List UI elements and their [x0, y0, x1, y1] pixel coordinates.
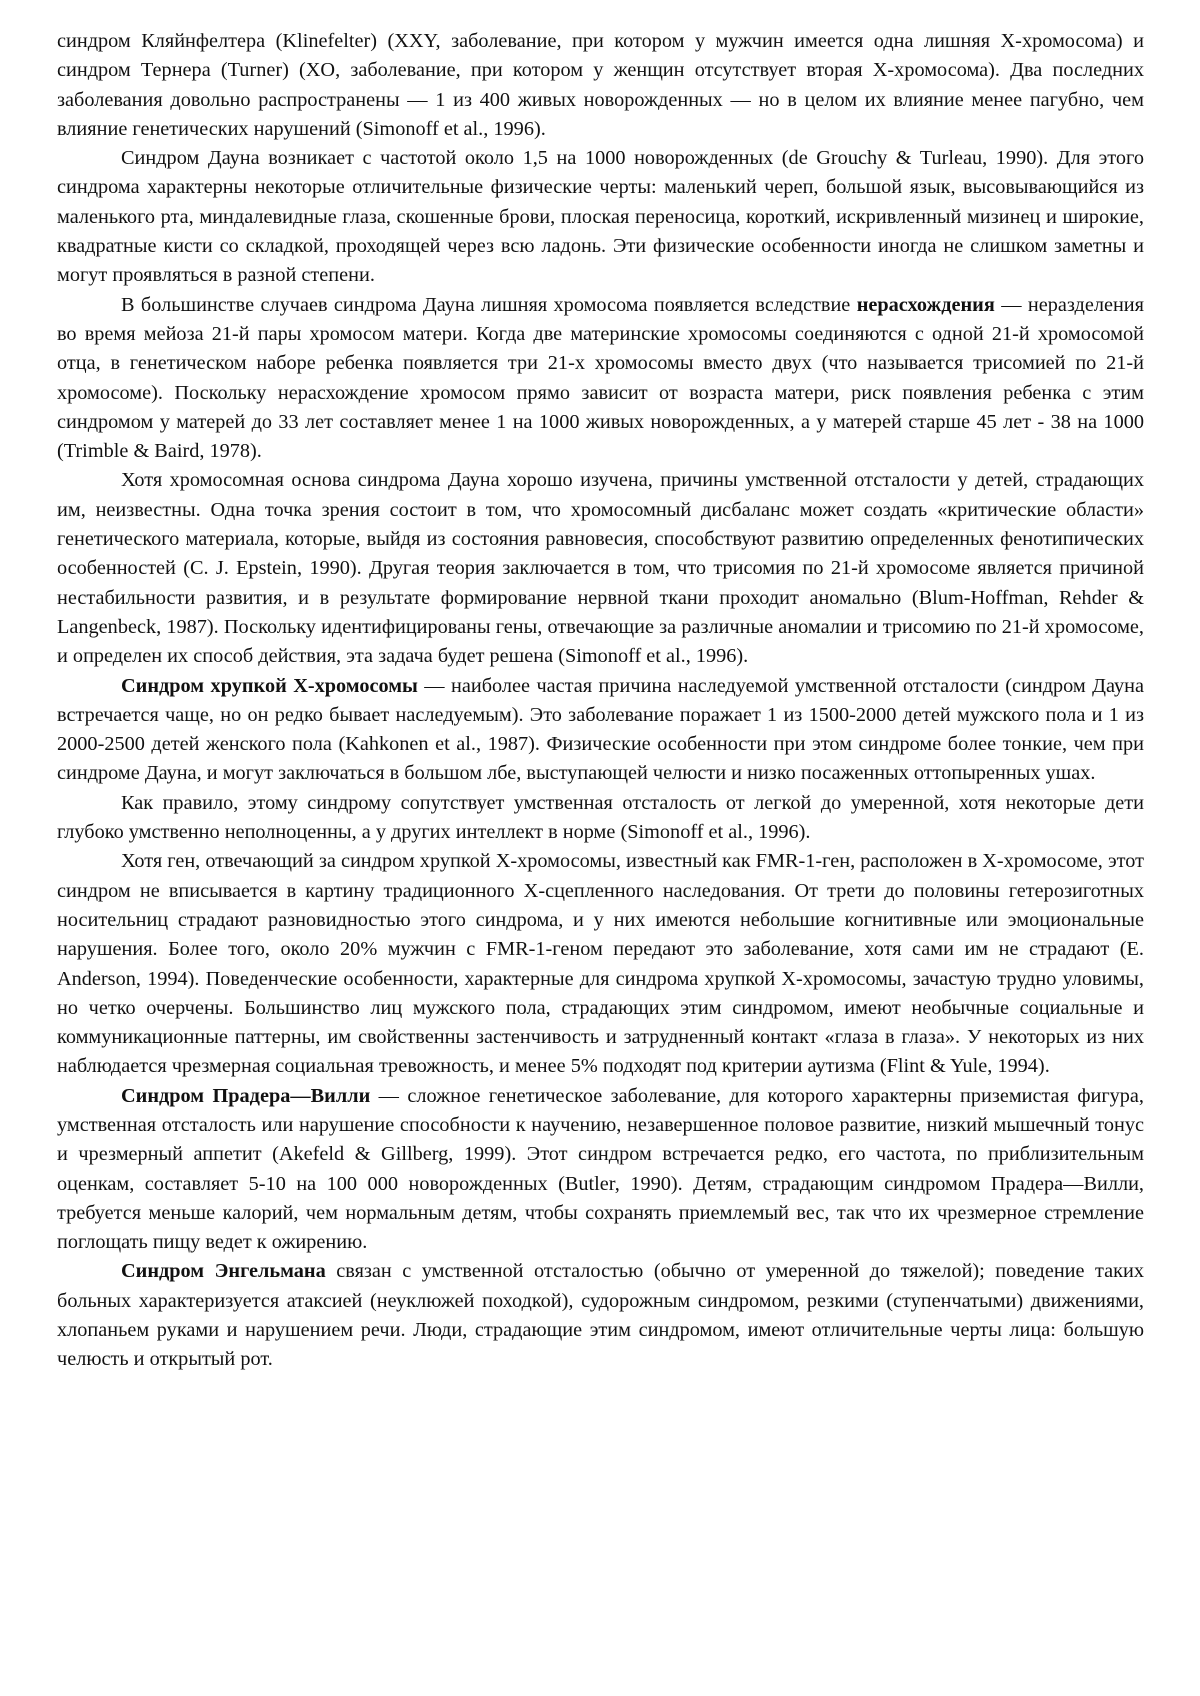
text-run: синдром Кляйнфелтера (Klinefelter) (XXY, заболевание, при котором у мужчин имеется одна лишняя X-хромосома) и синдром Тернера (Turner) (XO, заболевание, при котором у женщин отсутствует вторая X-хромосома). Два последних заболевания довольно распространены — 1 из 400 живых новорожденных — но в целом их влияние менее пагубно, чем влияние генетических нарушений (Simonoff et al., 1996). [57, 30, 1144, 140]
term-nondisjunction: нерасхождения [856, 293, 995, 316]
paragraph-down-causes [57, 466, 1144, 671]
paragraph-klinefelter-turner [57, 27, 1144, 144]
paragraph-fragile-x-iq [57, 789, 1144, 848]
paragraph-prader-willi [57, 1082, 1144, 1258]
text-run: Хотя ген, отвечающий за синдром хрупкой X-хромосомы, известный как FMR-1-ген, расположен в X-хромосоме, этот синдром не вписывается в картину традиционного X-сцепленного наследования. От трети до половины гетерозиготных носительниц страдают разновидностью этого синдрома, и у них имеются небольшие когнитивные или эмоциональные нарушения. Более того, около 20% мужчин с FMR-1-геном передают это заболевание, хотя сами им не страдают (E. Anderson, 1994). Поведенческие особенности, характерные для синдрома хрупкой X-хромосомы, зачастую трудно уловимы, но четко очерчены. Большинство лиц мужского пола, страдающих этим синдромом, имеют необычные социальные и коммуникационные паттерны, им свойственны застенчивость и затрудненный контакт «глаза в глаза». У некоторых из них наблюдается чрезмерная социальная тревожность, и менее 5% подходят под критерии аутизма (Flint & Yule, 1994). [57, 850, 1144, 1078]
term-fragile-x: Синдром хрупкой X-хромосомы [121, 674, 418, 697]
text-run: — наиболее частая причина наследуемой умственной отсталости (синдром Дауна встречается чаще, но он редко бывает наследуемым). Это заболевание поражает 1 из 1500-2000 детей мужского пола и 1 из 2000-2500 детей женского пола (Kahkonen et al., 1987). Физические особенности при этом синдроме более тонкие, чем при синдроме Дауна, и могут заключаться в большом лбе, выступающей челюсти и низко посаженных оттопыренных ушах. [57, 674, 1144, 785]
term-angelman: Синдром Энгельмана [121, 1260, 326, 1283]
paragraph-angelman [57, 1257, 1144, 1374]
document-page [57, 27, 1144, 1375]
paragraph-down-nondisjunction [57, 291, 1144, 467]
text-run: — сложное генетическое заболевание, для которого характерны приземистая фигура, умственная отсталость или нарушение способности к научению, незавершенное половое развитие, низкий мышечный тонус и чрезмерный аппетит (Akefeld & Gillberg, 1999). Этот синдром встречается редко, его частота, по приблизительным оценкам, составляет 5-10 на 100 000 новорожденных (Butler, 1990). Детям, страдающим синдромом Прадера—Вилли, требуется меньше калорий, чем нормальным детям, чтобы сохранять приемлемый вес, так что их чрезмерное стремление поглощать пищу ведет к ожирению. [57, 1084, 1145, 1254]
text-run: связан с умственной отсталостью (обычно от умеренной до тяжелой); поведение таких больных характеризуется атаксией (неуклюжей походкой), судорожным синдромом, резкими (ступенчатыми) движениями, хлопаньем руками и нарушением речи. Люди, страдающие этим синдромом, имеют отличительные черты лица: большую челюсть и открытый рот. [57, 1260, 1144, 1371]
text-run: Как правило, этому синдрому сопутствует умственная отсталость от легкой до умеренной, хотя некоторые дети глубоко умственно неполноценны, а у других интеллект в норме (Simonoff et al., 1996). [57, 791, 1144, 844]
paragraph-down-frequency [57, 144, 1144, 290]
text-run: — неразделения во время мейоза 21-й пары хромосом матери. Когда две материнские хромосомы соединяются с одной 21-й хромосомой отца, в генетическом наборе ребенка появляется три 21-х хромосомы вместо двух (что называется трисомией по 21-й хромосоме). Поскольку нерасхождение хромосом прямо зависит от возраста матери, риск появления ребенка с этим синдромом у матерей до 33 лет составляет менее 1 на 1000 живых новорожденных, а у матерей старше 45 лет - 38 на 1000 (Trimble & Baird, 1978). [57, 293, 1144, 463]
term-prader-willi: Синдром Прадера—Вилли [121, 1084, 371, 1107]
paragraph-fragile-x [57, 672, 1144, 789]
text-run: Синдром Дауна возникает с частотой около 1,5 на 1000 новорожденных (de Grouchy & Turleau, 1990). Для этого синдрома характерны некоторые отличительные физические черты: маленький череп, большой язык, высовывающийся из маленького рта, миндалевидные глаза, скошенные брови, плоская переносица, короткий, искривленный мизинец и широкие, квадратные кисти со складкой, проходящей через всю ладонь. Эти физические особенности иногда не слишком заметны и могут проявляться в разной степени. [57, 147, 1144, 287]
text-run: Хотя хромосомная основа синдрома Дауна хорошо изучена, причины умственной отсталости у детей, страдающих им, неизвестны. Одна точка зрения состоит в том, что хромосомный дисбаланс может создать «критические области» генетического материала, которые, выйдя из состояния равновесия, способствуют развитию определенных фенотипических особенностей (C. J. Epstein, 1990). Другая теория заключается в том, что трисомия по 21-й хромосоме является причиной нестабильности развития, и в результате формирование нервной ткани проходит аномально (Blum-Hoffman, Rehder & Langenbeck, 1987). Поскольку идентифицированы гены, отвечающие за различные аномалии и трисомию по 21-й хромосоме, и определен их способ действия, эта задача будет решена (Simonoff et al., 1996). [57, 469, 1144, 668]
text-run: В большинстве случаев синдрома Дауна лишняя хромосома появляется вследствие [121, 293, 857, 316]
paragraph-fmr1 [57, 847, 1144, 1081]
